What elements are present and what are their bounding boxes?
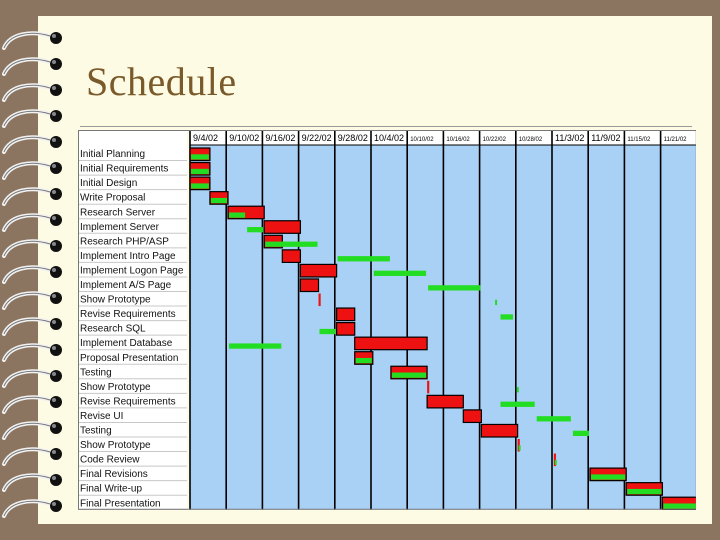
actual-bar <box>495 300 497 305</box>
timeline-date-label: 9/10/02 <box>229 133 260 143</box>
planned-bar <box>337 323 355 336</box>
spiral-ring <box>4 58 62 74</box>
spiral-binding <box>0 0 80 540</box>
planned-bar <box>427 395 463 408</box>
actual-bar <box>211 198 227 203</box>
timeline-date-label: 11/3/02 <box>555 133 585 143</box>
task-label: Initial Requirements <box>80 163 169 175</box>
task-label: Show Prototype <box>80 294 151 306</box>
timeline-date-label: 9/22/02 <box>301 133 332 143</box>
actual-bar <box>501 314 513 319</box>
task-label: Show Prototype <box>80 381 151 393</box>
timeline-date-label: 10/10/02 <box>410 137 434 143</box>
task-label: Revise Requirements <box>80 396 176 408</box>
actual-bar <box>338 256 390 261</box>
spiral-ring <box>4 448 62 464</box>
planned-bar <box>300 264 336 277</box>
task-label: Code Review <box>80 454 140 466</box>
planned-bar <box>264 221 300 234</box>
timeline-date-label: 10/4/02 <box>374 133 405 143</box>
timeline-date-label: 10/28/02 <box>518 137 543 143</box>
actual-bar <box>191 154 209 159</box>
planned-bar <box>355 337 427 350</box>
spiral-ring <box>4 422 62 438</box>
actual-bar <box>320 329 336 334</box>
task-label: Final Revisions <box>80 469 148 481</box>
actual-bar <box>555 460 557 465</box>
actual-bar <box>229 343 281 348</box>
actual-bar <box>663 503 696 508</box>
spiral-ring <box>4 32 62 48</box>
planned-bar <box>319 294 321 307</box>
task-label: Initial Design <box>80 178 138 190</box>
timeline-date-label: 9/28/02 <box>337 133 368 143</box>
actual-bar <box>191 183 209 188</box>
task-label: Proposal Presentation <box>80 352 179 364</box>
spiral-ring <box>4 110 62 126</box>
timeline-date-label: 9/16/02 <box>265 133 296 143</box>
actual-bar <box>517 387 519 392</box>
task-label: Final Presentation <box>80 498 161 510</box>
task-label: Implement Logon Page <box>80 265 184 277</box>
planned-bar <box>463 410 481 423</box>
task-label: Testing <box>80 425 112 437</box>
task-label: Revise UI <box>80 410 124 422</box>
actual-bar <box>191 169 209 174</box>
spiral-ring <box>4 292 62 308</box>
actual-bar <box>591 474 625 479</box>
task-label: Implement Database <box>80 338 173 350</box>
planned-bar <box>481 424 517 437</box>
planned-bar <box>282 250 300 263</box>
spiral-ring <box>4 84 62 100</box>
spiral-ring <box>4 370 62 386</box>
spiral-ring <box>4 136 62 152</box>
task-label: Initial Planning <box>80 149 146 161</box>
task-label: Write Proposal <box>80 192 146 204</box>
actual-bar <box>265 242 317 247</box>
timeline-date-label: 10/22/02 <box>482 137 506 143</box>
timeline-date-label: 10/16/02 <box>446 137 470 143</box>
task-label: Implement Server <box>80 221 159 233</box>
planned-bar <box>427 381 429 394</box>
planned-bar <box>300 279 318 292</box>
task-label: Research PHP/ASP <box>80 236 169 248</box>
timeline-date-label: 11/21/02 <box>663 137 687 143</box>
actual-bar <box>573 431 589 436</box>
planned-bar <box>337 308 355 321</box>
spiral-ring <box>4 214 62 230</box>
spiral-ring <box>4 240 62 256</box>
actual-bar <box>519 445 521 450</box>
actual-bar <box>537 416 571 421</box>
actual-bar <box>627 489 661 494</box>
actual-bar <box>374 271 426 276</box>
actual-bar <box>247 227 263 232</box>
actual-bar <box>428 285 480 290</box>
spiral-ring <box>4 188 62 204</box>
actual-bar <box>501 402 535 407</box>
slide-title: Schedule <box>86 59 237 104</box>
timeline-date-label: 11/15/02 <box>627 137 651 143</box>
spiral-ring <box>4 344 62 360</box>
task-label: Implement Intro Page <box>80 250 176 262</box>
spiral-ring <box>4 500 62 516</box>
gantt-chart <box>78 130 696 510</box>
title-divider <box>80 126 692 127</box>
task-label: Research SQL <box>80 323 146 335</box>
task-label: Research Server <box>80 207 156 219</box>
spiral-ring <box>4 266 62 282</box>
task-label: Show Prototype <box>80 440 151 452</box>
actual-bar <box>356 358 372 363</box>
task-label: Testing <box>80 367 112 379</box>
actual-bar <box>392 373 426 378</box>
task-label: Revise Requirements <box>80 309 176 321</box>
spiral-ring <box>4 318 62 334</box>
task-label: Implement A/S Page <box>80 280 172 291</box>
timeline-date-label: 11/9/02 <box>591 133 621 143</box>
spiral-ring <box>4 162 62 178</box>
spiral-ring <box>4 396 62 412</box>
task-label: Final Write-up <box>80 483 143 495</box>
spiral-ring <box>4 474 62 490</box>
timeline-date-label: 9/4/02 <box>193 133 219 143</box>
actual-bar <box>229 212 245 217</box>
